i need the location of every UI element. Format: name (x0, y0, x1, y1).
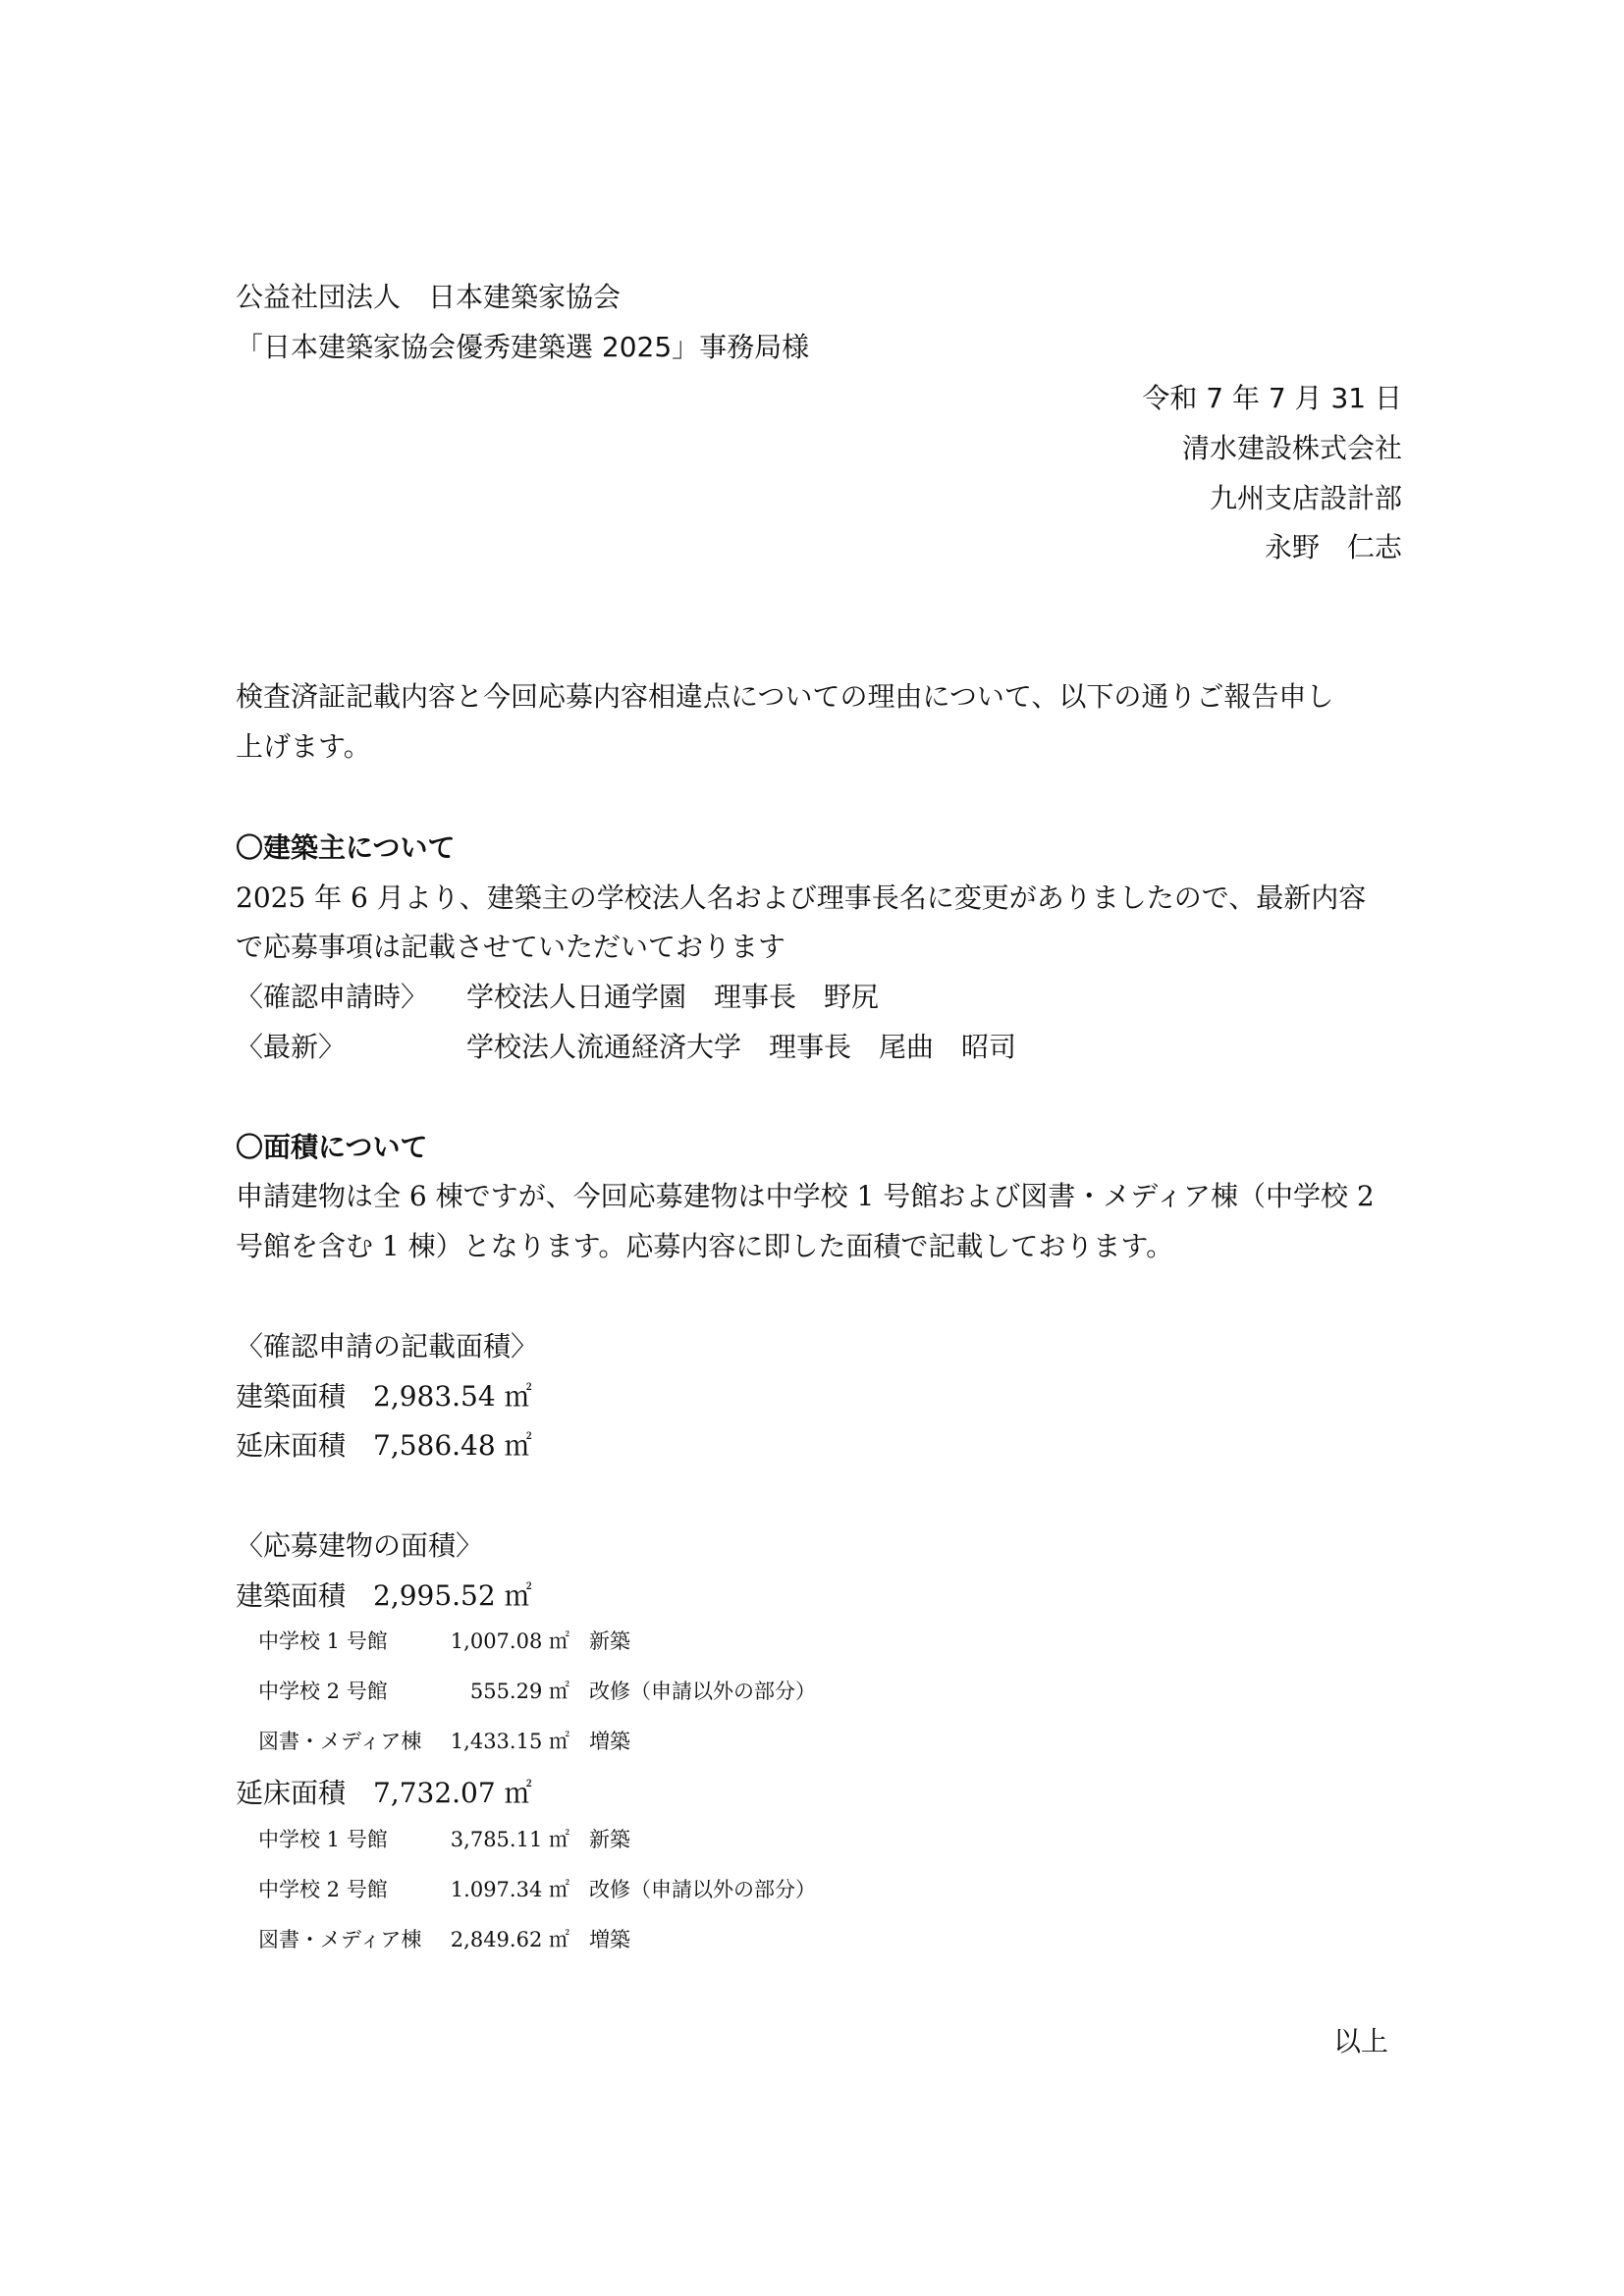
sender-department: 九州支店設計部 (1209, 482, 1402, 514)
entry-building-row (0, 1732, 1624, 1757)
entry-building-row-note: 新築 (589, 1629, 630, 1653)
entry-floor-row-label: 図書・メディア棟 (258, 1928, 422, 1951)
entry-floor-row-note: 新築 (589, 1828, 630, 1851)
entry-floor-row-note: 増築 (589, 1928, 630, 1951)
owner-row-2-label: 〈最新〉 (236, 1031, 347, 1063)
entry-building-row-label: 中学校 2 号館 (258, 1680, 388, 1703)
application-area-heading: 〈確認申請の記載面積〉 (236, 1330, 539, 1362)
entry-floor-row-value: 2,849.62 ㎡ (450, 1928, 569, 1951)
letter-date: 令和 7 年 7 月 31 日 (1142, 382, 1402, 414)
entry-building-row-value: 555.29 ㎡ (469, 1680, 569, 1703)
sender-name: 永野 仁志 (1264, 531, 1402, 563)
section-owner-body-1: 2025 年 6 月より、建築主の学校法人名および理事長名に変更がありましたので、最新内容 (236, 881, 1367, 914)
entry-building-area: 建築面積 2,995.52 ㎡ (236, 1579, 532, 1612)
owner-row-1-value: 学校法人日通学園 理事長 野尻 (466, 981, 880, 1013)
entry-floor-row (0, 1830, 1624, 1855)
entry-building-row-label: 図書・メディア棟 (258, 1730, 422, 1753)
addressee-line-1: 公益社団法人 日本建築家協会 (236, 281, 622, 313)
entry-floor-area: 延床面積 7,732.07 ㎡ (236, 1777, 532, 1809)
entry-floor-row-label: 中学校 1 号館 (258, 1828, 388, 1851)
addressee-line-2: 「日本建築家協会優秀建築選 2025」事務局様 (236, 331, 810, 363)
owner-row-1-label: 〈確認申請時〉 (236, 981, 429, 1013)
closing-text: 以上 (1332, 2025, 1388, 2057)
intro-line-1: 検査済証記載内容と今回応募内容相違点についての理由について、以下の通りご報告申し (236, 680, 1334, 713)
entry-floor-row-value: 1.097.34 ㎡ (450, 1878, 569, 1901)
entry-floor-row (0, 1880, 1624, 1905)
section-owner-heading: 〇建築主について (236, 831, 456, 864)
entry-building-row-label: 中学校 1 号館 (258, 1629, 388, 1653)
entry-floor-row-label: 中学校 2 号館 (258, 1878, 388, 1901)
owner-row-2-value: 学校法人流通経済大学 理事長 尾曲 昭司 (466, 1031, 1017, 1063)
application-building-area: 建築面積 2,983.54 ㎡ (236, 1380, 532, 1413)
entry-floor-row-note: 改修（申請以外の部分） (589, 1878, 816, 1901)
entry-floor-row-value: 3,785.11 ㎡ (450, 1828, 569, 1851)
entry-floor-row (0, 1930, 1624, 1955)
intro-line-2: 上げます。 (236, 730, 371, 763)
section-owner-body-2: で応募事項は記載させていただいております (236, 931, 786, 963)
entry-building-row-value: 1,007.08 ㎡ (450, 1629, 569, 1653)
section-area-body-1: 申請建物は全 6 棟ですが、今回応募建物は中学校 1 号館および図書・メディア棟（中学校 2 (236, 1180, 1375, 1212)
section-area-heading: 〇面積について (236, 1131, 428, 1163)
application-floor-area: 延床面積 7,586.48 ㎡ (236, 1429, 532, 1462)
entry-building-row (0, 1682, 1624, 1707)
entry-building-row-note: 改修（申請以外の部分） (589, 1680, 816, 1703)
entry-building-row-value: 1,433.15 ㎡ (450, 1730, 569, 1753)
entry-area-heading: 〈応募建物の面積〉 (236, 1529, 484, 1562)
entry-building-row (0, 1631, 1624, 1657)
sender-company: 清水建設株式会社 (1181, 432, 1402, 464)
entry-building-row-note: 増築 (589, 1730, 630, 1753)
section-area-body-2: 号館を含む 1 棟）となります。応募内容に即した面積で記載しております。 (236, 1230, 1174, 1262)
